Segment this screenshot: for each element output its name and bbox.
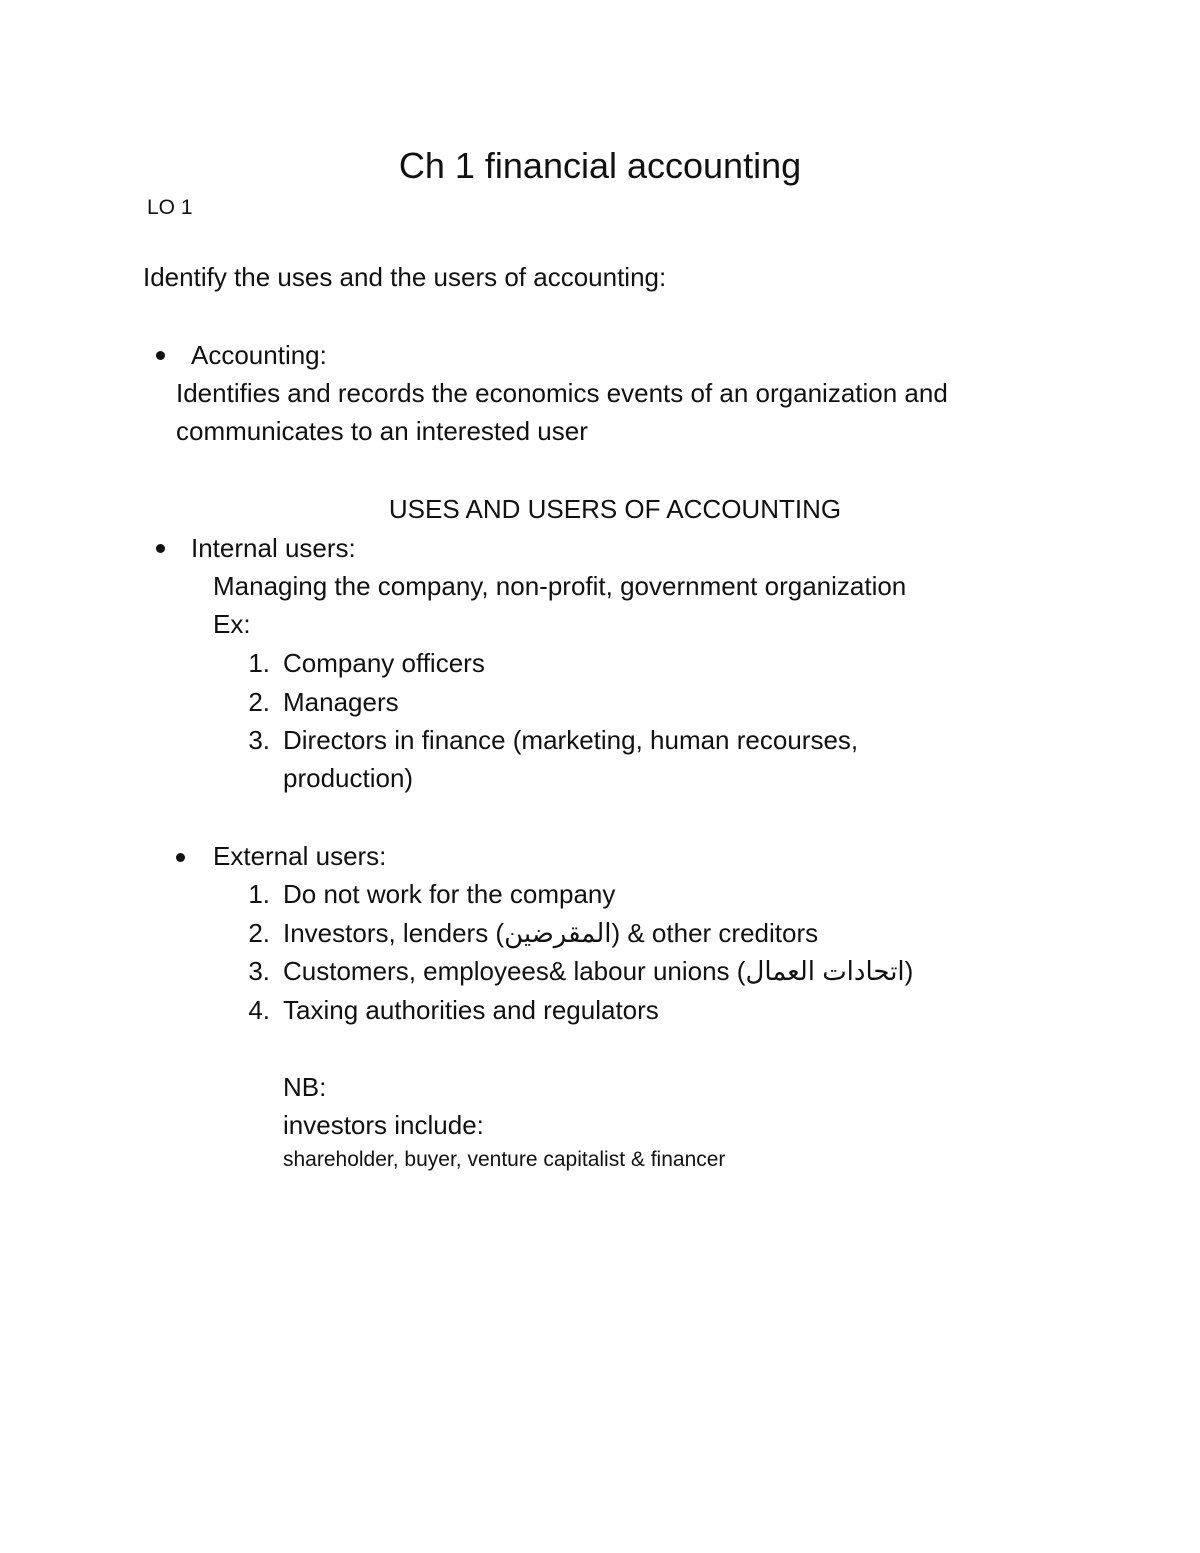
intro-text: Identify the uses and the users of accounting: xyxy=(143,262,667,292)
ex-label: Ex: xyxy=(213,609,251,639)
list-item: Taxing authorities and regulators xyxy=(283,995,659,1025)
list-item: Customers, employees& labour unions (اتحادات العمال) xyxy=(283,956,914,986)
list-number: 2. xyxy=(248,687,270,717)
note-text: shareholder, buyer, venture capitalist & financer xyxy=(283,1148,726,1171)
note-label: NB: xyxy=(283,1072,327,1102)
list-item: Directors in finance (marketing, human recourses, xyxy=(283,725,859,755)
bullet-dot xyxy=(176,853,185,862)
external-users-heading: External users: xyxy=(213,841,387,871)
section-heading: USES AND USERS OF ACCOUNTING xyxy=(388,494,842,524)
list-item: Do not work for the company xyxy=(283,879,616,909)
accounting-heading: Accounting: xyxy=(191,340,327,370)
list-item: Company officers xyxy=(283,648,485,678)
internal-users-heading: Internal users: xyxy=(191,533,356,563)
list-item-continuation: production) xyxy=(283,763,414,793)
list-number: 1. xyxy=(248,879,270,909)
accounting-definition-line1: Identifies and records the economics events of an organization and xyxy=(176,378,948,408)
list-number: 2. xyxy=(248,918,270,948)
list-item: Investors, lenders (المقرضين) & other creditors xyxy=(283,918,819,948)
bullet-dot xyxy=(156,544,165,553)
note-heading: investors include: xyxy=(283,1110,484,1140)
list-number: 4. xyxy=(248,995,270,1025)
list-item: Managers xyxy=(283,687,399,717)
list-number: 3. xyxy=(248,725,270,755)
page-title: Ch 1 financial accounting xyxy=(398,145,802,186)
internal-users-description: Managing the company, non-profit, government organization xyxy=(213,571,907,601)
list-number: 3. xyxy=(248,956,270,986)
lo-label: LO 1 xyxy=(147,196,193,219)
accounting-definition-line2: communicates to an interested user xyxy=(176,416,588,446)
bullet-dot xyxy=(156,351,165,360)
list-number: 1. xyxy=(248,648,270,678)
